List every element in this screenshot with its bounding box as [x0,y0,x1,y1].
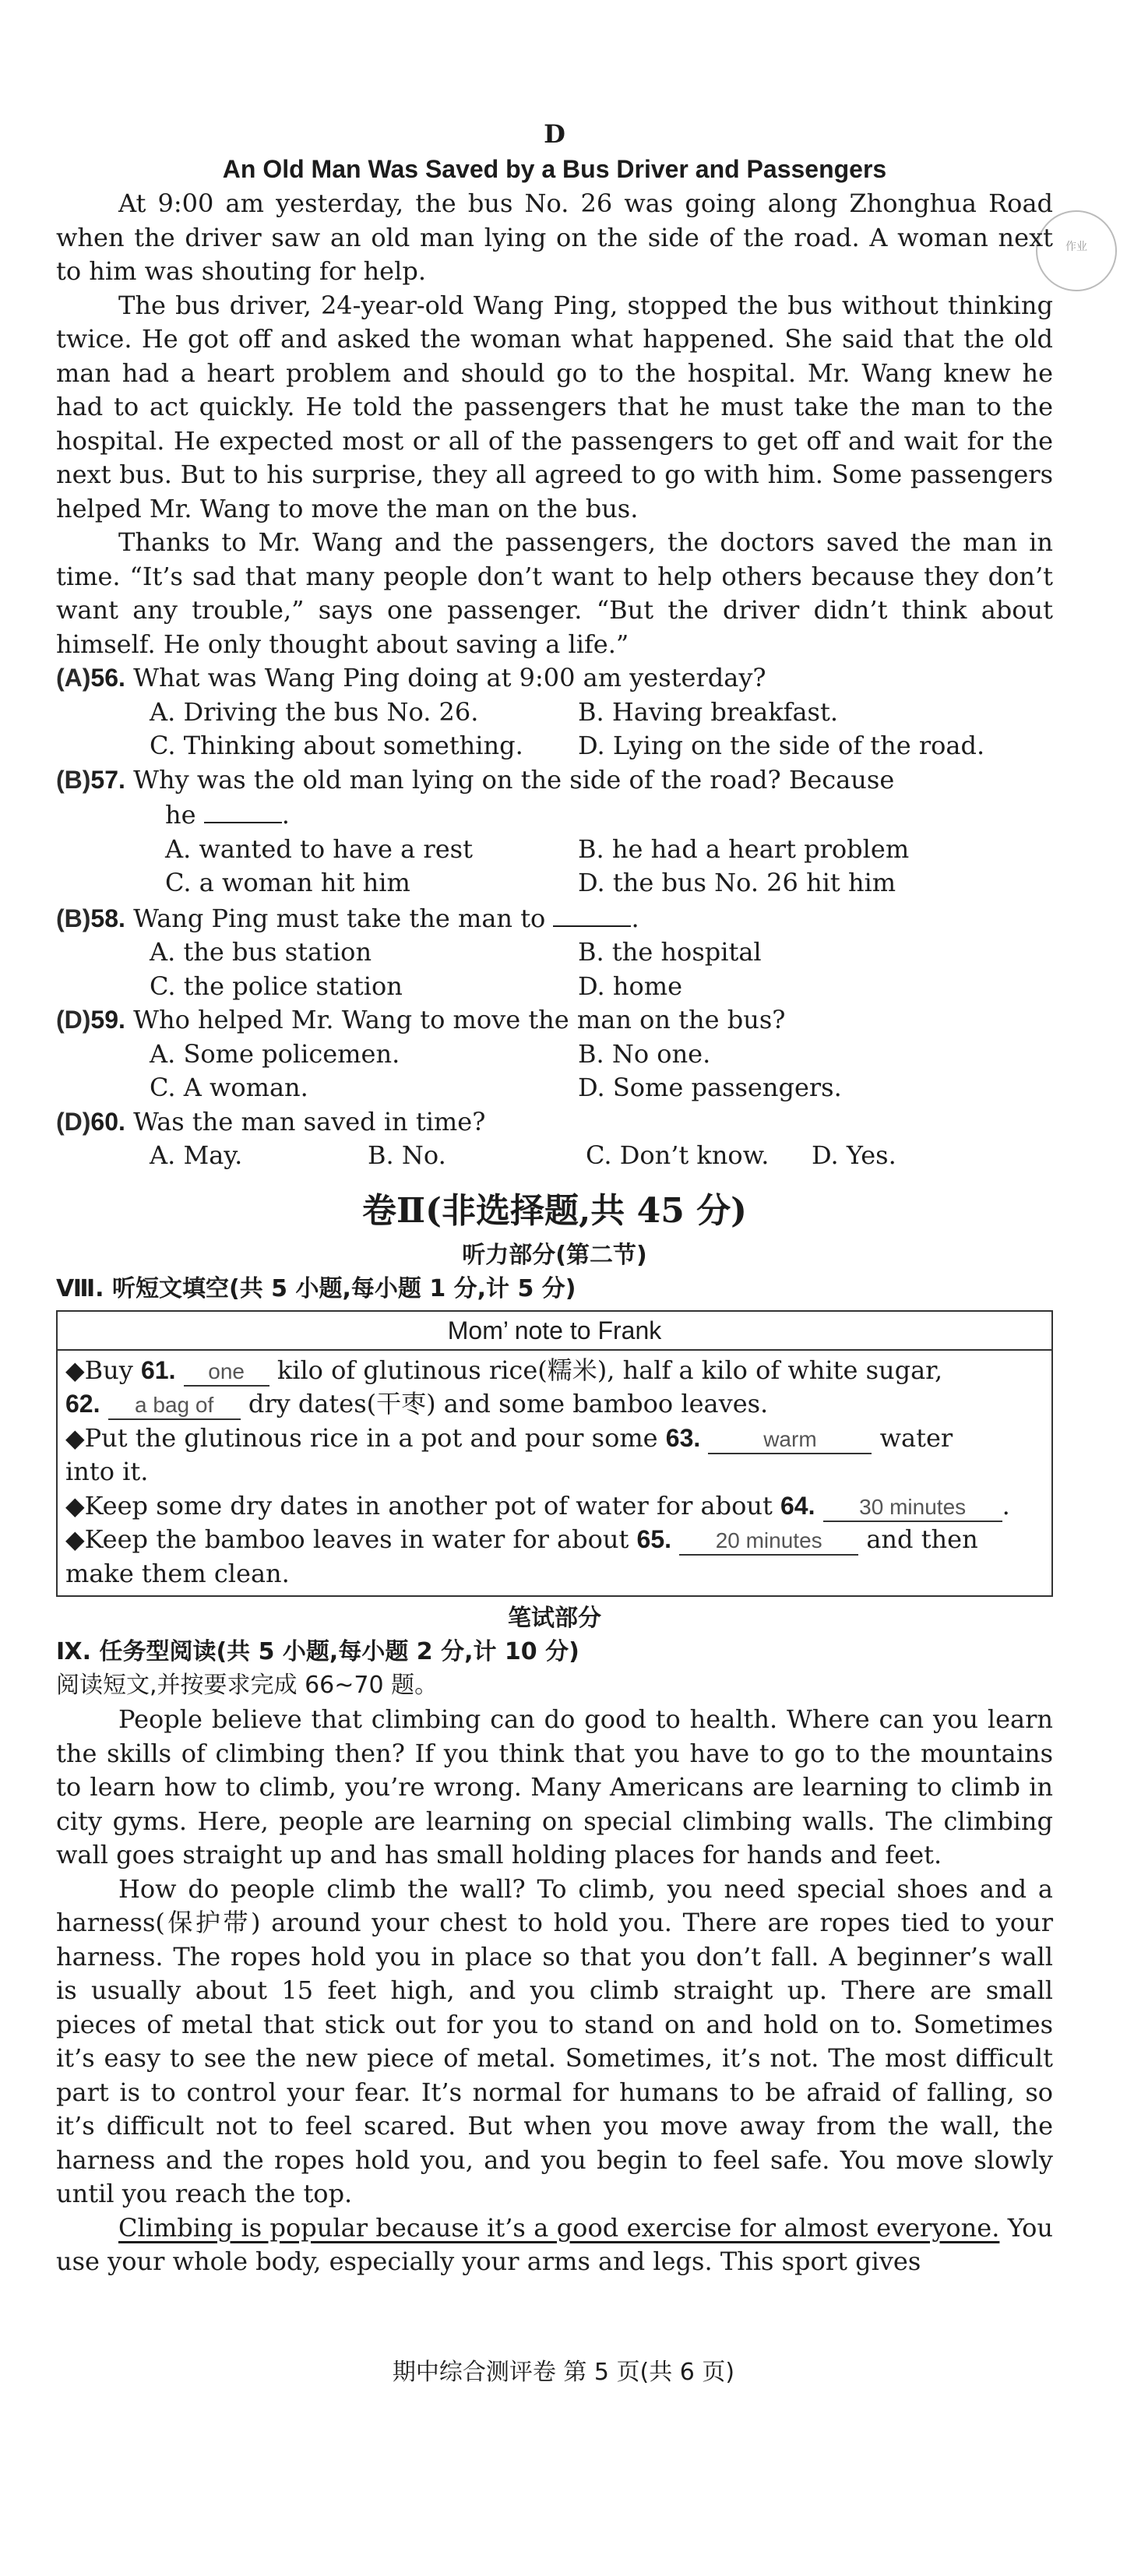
note-text: ◆Keep the bamboo leaves in water for about [65,1524,637,1554]
option-c: C. the police station [150,971,403,1001]
listening-title: 听力部分(第二节) [462,1241,647,1269]
blank-number: 64. [780,1491,815,1520]
question-number: 58. [90,904,125,932]
option-a: A. May. [150,1140,243,1170]
answer-mark: (D) [56,1006,91,1034]
question-number: 57. [90,765,125,794]
option-c: C. Thinking about something. [150,731,523,760]
question-stem: What was Wang Ping doing at 9:00 am yesterday? [133,663,766,692]
option-a: A. Some policemen. [150,1038,400,1069]
note-text: and then [858,1524,978,1554]
note-text: dry dates(干枣) and some bamboo leaves. [240,1389,769,1418]
answer-mark: (A) [56,664,91,692]
note-body [58,1351,1051,1596]
option-d: D. Yes. [812,1140,896,1170]
section-letter: D [544,119,565,149]
answer-65: 20 minutes [679,1528,858,1556]
question-number: 59. [90,1006,125,1034]
question-stem: Was the man saved in time? [133,1106,486,1136]
option-d: D. Lying on the side of the road. [578,731,985,760]
part-2-title: 卷Ⅱ(非选择题,共 45 分) [362,1190,747,1231]
option-b: B. Having breakfast. [578,696,838,727]
note-text: . [1002,1490,1010,1521]
note-text: kilo of glutinous rice(糯米), half a kilo of white sugar, [269,1355,943,1385]
question-59 [56,1003,1053,1105]
question-57: (B)57. Why was the old man lying on the side of the road? Because he . A. wanted to have a rest B. he had a heart problem C. a woman hit him D. the bus No. 26 hit him [56,763,1053,900]
answer-mark: (B) [56,904,91,932]
paragraph-2: The bus driver, 24-year-old Wang Ping, stopped the bus without thinking twice. He got off and asked the woman what happened. She said that the old man had a heart problem and should go to the hospital. Mr. Wang knew he had to act quickly. He told the passengers that he must take the man to the hospital. He expected most or all of the passengers to get off and wait for the next bus. But to his surprise, they all agreed to go with him. Some passengers helped Mr. Wang to move the man on the bus. [56,290,1053,523]
answer-62: a bag of [108,1392,241,1420]
option-b: B. he had a heart problem [578,833,910,864]
note-text: ◆Put the glutinous rice in a pot and pour some [65,1422,666,1453]
option-b: B. the hospital [578,937,762,967]
option-c: C. a woman hit him [165,868,410,897]
section-9-instruction: 阅读短文,并按要求完成 66~70 题。 [56,1672,438,1699]
blank-number: 62. [65,1390,100,1418]
section-9-heading: Ⅸ. 任务型阅读(共 5 小题,每小题 2 分,计 10 分) [56,1638,579,1665]
answer-61: one [184,1358,269,1387]
note-text: ◆Buy [65,1355,141,1385]
answer-blank [204,797,282,823]
question-60 [56,1105,1053,1173]
option-d: D. the bus No. 26 hit him [578,868,896,897]
option-c: C. A woman. [150,1073,308,1102]
blank-number: 63. [665,1423,701,1452]
question-stem: Who helped Mr. Wang to move the man on the bus? [133,1005,786,1034]
question-56 [56,661,1053,763]
reading-paragraph-1: People believe that climbing can do good to health. Where can you learn the skills of climbing then? If you think that you have to go to the mountains to learn how to climb, you’re wrong. Many Americans are learning to climb in city gyms. Here, people are learning on special climbing walls. The climbing wall goes straight up and has small holding places for hands and feet. [56,1704,1053,1869]
note-title: Mom’ note to Frank [58,1312,1051,1351]
option-b: B. No one. [578,1038,711,1069]
answer-mark: (B) [56,765,91,794]
written-title: 笔试部分 [508,1605,601,1632]
option-d: D. home [578,971,683,1001]
question-stem-cont: he [165,800,196,830]
article-title: An Old Man Was Saved by a Bus Driver and Passengers [222,155,887,183]
question-58: (B)58. Wang Ping must take the man to . A. the bus station B. the hospital C. the police station D. home [56,900,1053,1004]
note-text: water [872,1422,953,1453]
note-text: into it. [65,1457,149,1486]
option-c: C. Don’t know. [586,1140,770,1170]
answer-64: 30 minutes [823,1494,1002,1522]
reading-paragraph-3 [56,2211,1053,2279]
question-stem: Wang Ping must take the man to [133,903,546,933]
question-number: 56. [90,664,125,692]
blank-number: 61. [140,1355,176,1384]
option-d: D. Some passengers. [578,1073,842,1102]
blank-number: 65. [636,1525,671,1553]
note-box [56,1310,1053,1598]
option-a: A. the bus station [150,937,372,967]
reading-paragraph-2: How do people climb the wall? To climb, you need special shoes and a harness(保护带) around your chest to hold you. There are ropes tied to your harness. The ropes hold you in place so that you don’t fall. A beginner’s wall is usually about 15 feet high, and you climb straight up. There are small pieces of metal that stick out for you to stand on and hold on to. Sometimes it’s easy to see the new piece of metal. Sometimes, it’s not. The most difficult part is to control your fear. It’s normal for humans to be afraid of falling, so it’s difficult not to feel scared. But when you move away from the wall, the harness and the ropes hold you, and you begin to feel safe. You move slowly until you reach the top. [56,1873,1053,2208]
page-content [56,117,1053,2279]
note-text: make them clean. [65,1558,290,1588]
page-footer: 期中综合测评卷 第 5 页(共 6 页) [392,2359,735,2386]
paragraph-1: At 9:00 am yesterday, the bus No. 26 was going along Zhonghua Road when the driver saw an old man lying on the side of the road. A woman next to him was shouting for help. [56,189,1053,286]
paragraph-rest: You use your whole body, especially your arms and legs. This sport gives [56,2212,1054,2276]
answer-63: warm [708,1426,872,1454]
question-number: 60. [90,1107,125,1136]
stamp-text: 作业 [1065,241,1087,253]
option-b: B. No. [368,1140,446,1170]
paragraph-3: Thanks to Mr. Wang and the passengers, the doctors saved the man in time. “It’s sad that many people don’t want to help others because they don’t want any trouble,” says one passenger. “But the driver didn’t think about himself. He only thought about saving a life.” [56,527,1053,659]
answer-blank [553,900,631,927]
answer-mark: (D) [56,1107,91,1136]
note-text: ◆Keep some dry dates in another pot of water for about [65,1490,780,1521]
option-a: A. Driving the bus No. 26. [150,696,479,727]
question-stem: Why was the old man lying on the side of the road? Because [133,764,895,795]
option-a: A. wanted to have a rest [165,833,473,864]
underlined-sentence: Climbing is popular because it’s a good exercise for almost everyone. [118,2212,1000,2243]
section-8-heading: Ⅷ. 听短文填空(共 5 小题,每小题 1 分,计 5 分) [56,1274,576,1302]
